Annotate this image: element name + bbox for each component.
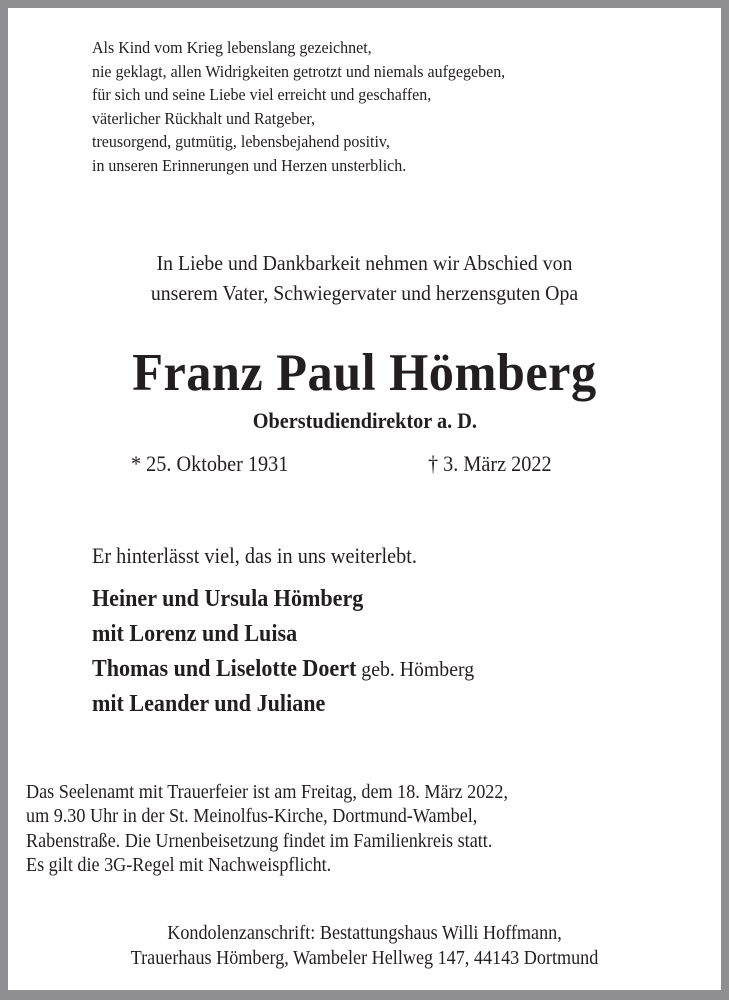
service-line: um 9.30 Uhr in der St. Meinolfus-Kirche, Dortmund-Wambel, [26,806,478,828]
poem-line: Als Kind vom Krieg lebenslang gezeichnet, [92,38,372,57]
condolence-address [8,921,721,971]
service-line: Es gilt die 3G-Regel mit Nachweispflicht. [26,854,332,876]
poem-line: für sich und seine Liebe viel erreicht und geschaffen, [92,85,432,104]
mourner-names: Thomas und Liselotte Doert [92,656,357,682]
mourner-line [92,582,474,617]
poem-line: treusorgend, gutmütig, lebensbejahend positiv, [92,132,390,151]
legacy-line: Er hinterlässt viel, das in uns weiterlebt. [92,543,417,568]
deceased-title [8,406,721,436]
mourner-line [92,617,474,652]
deceased-name-text: Franz Paul Hömberg [132,344,597,402]
intro-line: unserem Vater, Schwiegervater und herzensguten Opa [150,281,579,305]
mourner-line [92,652,474,687]
poem-line: nie geklagt, allen Widrigkeiten getrotzt und niemals aufgegeben, [92,61,506,81]
intro-line: In Liebe und Dankbarkeit nehmen wir Abschied von [156,251,573,275]
obituary-notice [8,8,721,990]
poem-line: in unseren Erinnerungen und Herzen unsterblich. [92,155,407,175]
farewell-intro [8,248,721,308]
mourner-line [92,687,474,722]
mourner-names: mit Lorenz und Luisa [92,621,298,647]
poem-line: väterlicher Rückhalt und Ratgeber, [92,108,316,128]
birth-date: * 25. Oktober 1931 [131,451,289,476]
service-details [26,781,508,878]
deceased-title-text: Oberstudiendirektor a. D. [252,408,477,433]
death-date: † 3. März 2022 [428,451,552,476]
memorial-poem [92,36,505,177]
service-line: Rabenstraße. Die Urnenbeisetzung findet im Familienkreis statt. [26,830,493,852]
mourner-names: Heiner und Ursula Hömberg [92,586,364,612]
condolence-line: Kondolenzanschrift: Bestattungshaus Willi Hoffmann, [167,923,562,944]
condolence-line: Trauerhaus Hömberg, Wambeler Hellweg 147, 44143 Dortmund [130,948,599,969]
mourner-note: geb. Hömberg [356,657,475,681]
mourner-names: mit Leander und Juliane [92,691,326,717]
deceased-name [8,341,721,405]
service-line: Das Seelenamt mit Trauerfeier ist am Freitag, dem 18. März 2022, [26,782,508,803]
mourners-list [92,582,474,722]
